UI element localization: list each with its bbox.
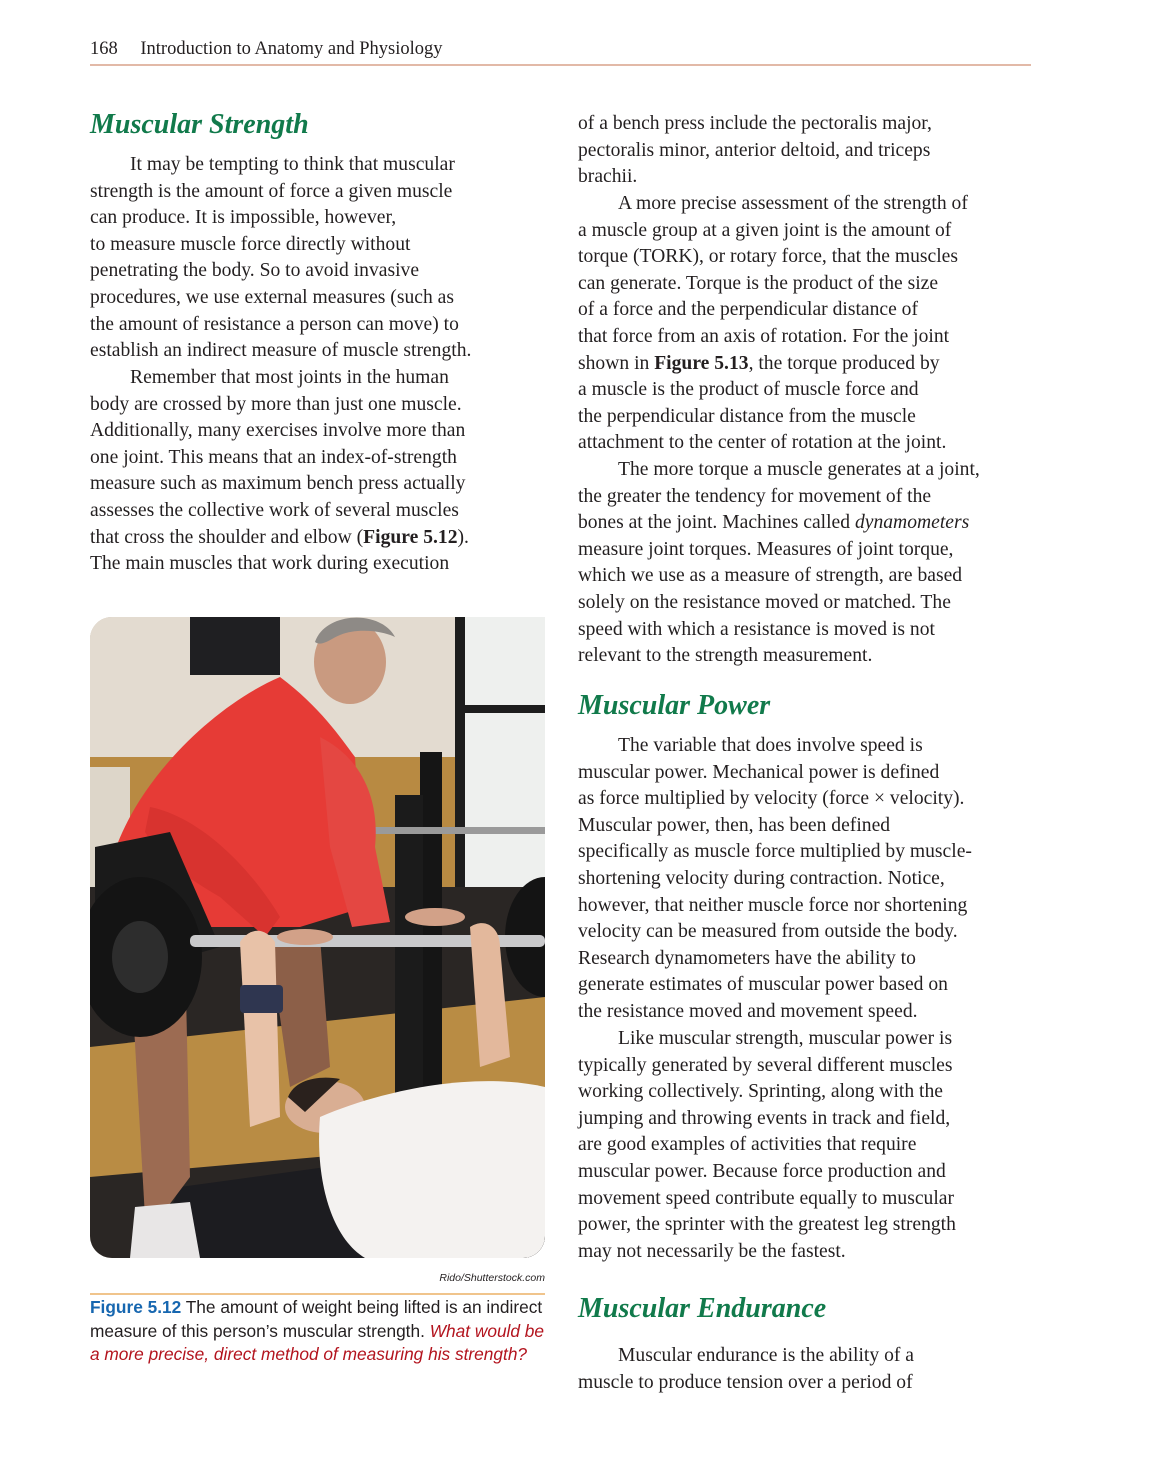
paragraph-dynamometers	[578, 457, 1033, 670]
text-line: of a bench press include the pectoralis major,	[578, 113, 932, 134]
text-line: are good examples of activities that require	[578, 1134, 917, 1156]
text-line: body are crossed by more than just one muscle.	[90, 393, 462, 415]
bench-press-illustration	[90, 617, 545, 1258]
text-line: brachii.	[578, 166, 638, 188]
text-fragment: bones at the joint. Machines called	[578, 512, 855, 534]
figure-reference-5-12[interactable]: Figure 5.12	[363, 526, 458, 548]
paragraph-torque	[578, 191, 1033, 457]
text-line: that cross the shoulder and elbow (	[90, 526, 364, 548]
text-line: speed with which a resistance is moved is not	[578, 618, 935, 640]
caption-text: The amount of weight being lifted is an indirect measure of this person’s muscular strength.	[90, 1297, 543, 1341]
text-line: attachment to the center of rotation at the joint.	[578, 432, 947, 454]
text-line: muscle to produce tension over a period of	[578, 1371, 913, 1393]
text-line: muscular power. Mechanical power is defined	[578, 761, 940, 783]
text-line: may not necessarily be the fastest.	[578, 1240, 846, 1262]
heading-muscular-strength: Muscular Strength	[90, 109, 309, 140]
text-line: measure such as maximum bench press actually	[90, 473, 466, 495]
text-line: the greater the tendency for movement of the	[578, 485, 932, 507]
text-line: the resistance moved and movement speed.	[578, 1000, 918, 1022]
figure-photo-bench-press	[90, 617, 545, 1258]
text-line: solely on the resistance moved or matched. The	[578, 591, 951, 613]
text-line: measure joint torques. Measures of joint torque,	[578, 538, 954, 560]
caption-rule	[90, 1293, 545, 1295]
text-line: that force from an axis of rotation. For the joint	[578, 325, 950, 347]
text-line: the perpendicular distance from the muscle	[578, 405, 916, 427]
page-number: 168	[90, 39, 118, 59]
figure-reference-5-13[interactable]: Figure 5.13	[654, 352, 749, 374]
text-line: The more torque a muscle generates at a joint,	[618, 459, 980, 480]
text-line: Like muscular strength, muscular power is	[618, 1028, 953, 1049]
text-line: generate estimates of muscular power based on	[578, 974, 948, 996]
header-rule	[90, 64, 1031, 66]
paragraph-strength-intro	[90, 152, 545, 365]
text-line: can produce. It is impossible, however,	[90, 207, 397, 229]
term-dynamometers: dynamometers	[854, 512, 970, 534]
text-line: as force multiplied by velocity (force × velocity).	[578, 788, 965, 810]
caption-question: What would be a more precise, direct method of measuring his strength?	[90, 1320, 545, 1364]
text-line: power, the sprinter with the greatest leg strength	[578, 1214, 956, 1236]
text-line: which we use as a measure of strength, are based	[578, 565, 963, 587]
text-line: pectoralis minor, anterior deltoid, and triceps	[578, 139, 931, 161]
text-fragment: ).	[457, 526, 469, 548]
paragraph-endurance	[578, 1343, 1033, 1396]
text-line: strength is the amount of force a given muscle	[90, 180, 453, 202]
text-line: Research dynamometers have the ability to	[578, 947, 916, 969]
text-line: relevant to the strength measurement.	[578, 645, 873, 667]
heading-muscular-endurance: Muscular Endurance	[578, 1293, 827, 1324]
text-line: procedures, we use external measures (such as	[90, 286, 454, 308]
text-line: working collectively. Sprinting, along with the	[578, 1081, 943, 1103]
text-line: movement speed contribute equally to muscular	[578, 1187, 954, 1209]
text-line: the amount of resistance a person can move) to	[90, 313, 459, 335]
text-line: typically generated by several different muscles	[578, 1054, 953, 1076]
figure-caption	[90, 1296, 550, 1367]
text-line: establish an indirect measure of muscle strength.	[90, 340, 472, 362]
text-line: Remember that most joints in the human	[130, 367, 449, 388]
text-line: Muscular endurance is the ability of a	[618, 1345, 914, 1366]
text-fragment: shown in	[578, 352, 655, 374]
text-line: Additionally, many exercises involve more than	[90, 420, 466, 442]
book-title: Introduction to Anatomy and Physiology	[140, 39, 443, 59]
text-line: jumping and throwing events in track and field,	[578, 1107, 951, 1129]
text-line: a muscle group at a given joint is the amount of	[578, 219, 952, 241]
text-line: however, that neither muscle force nor shortening	[578, 894, 968, 916]
paragraph-bench-press-continuation	[578, 111, 1033, 191]
text-line: torque (TORK), or rotary force, that the muscles	[578, 246, 958, 268]
text-line: penetrating the body. So to avoid invasive	[90, 260, 420, 282]
text-line: one joint. This means that an index-of-strength	[90, 446, 457, 468]
text-line: shortening velocity during contraction. Notice,	[578, 867, 945, 889]
paragraph-power-definition	[578, 733, 1033, 1026]
text-fragment: , the torque produced by	[748, 352, 940, 374]
paragraph-joints	[90, 365, 545, 578]
text-line: can generate. Torque is the product of the size	[578, 272, 939, 294]
running-header	[90, 36, 1031, 62]
text-line: of a force and the perpendicular distance of	[578, 299, 919, 321]
text-line: Muscular power, then, has been defined	[578, 814, 891, 836]
text-line: A more precise assessment of the strength of	[618, 193, 968, 214]
text-line: to measure muscle force directly without	[90, 233, 411, 255]
text-line: The main muscles that work during execution	[90, 553, 450, 575]
text-line: velocity can be measured from outside the body.	[578, 921, 958, 943]
figure-label: Figure 5.12	[90, 1297, 182, 1317]
photo-credit: Rido/Shutterstock.com	[439, 1272, 545, 1284]
text-line: assesses the collective work of several muscles	[90, 499, 459, 521]
paragraph-power-examples	[578, 1026, 1033, 1265]
heading-muscular-power: Muscular Power	[578, 690, 771, 721]
text-line: It may be tempting to think that muscular	[130, 154, 455, 175]
text-line: specifically as muscle force multiplied by muscle-	[578, 841, 972, 863]
text-line: a muscle is the product of muscle force and	[578, 379, 919, 401]
text-line: muscular power. Because force production and	[578, 1160, 946, 1182]
text-line: The variable that does involve speed is	[618, 735, 923, 756]
